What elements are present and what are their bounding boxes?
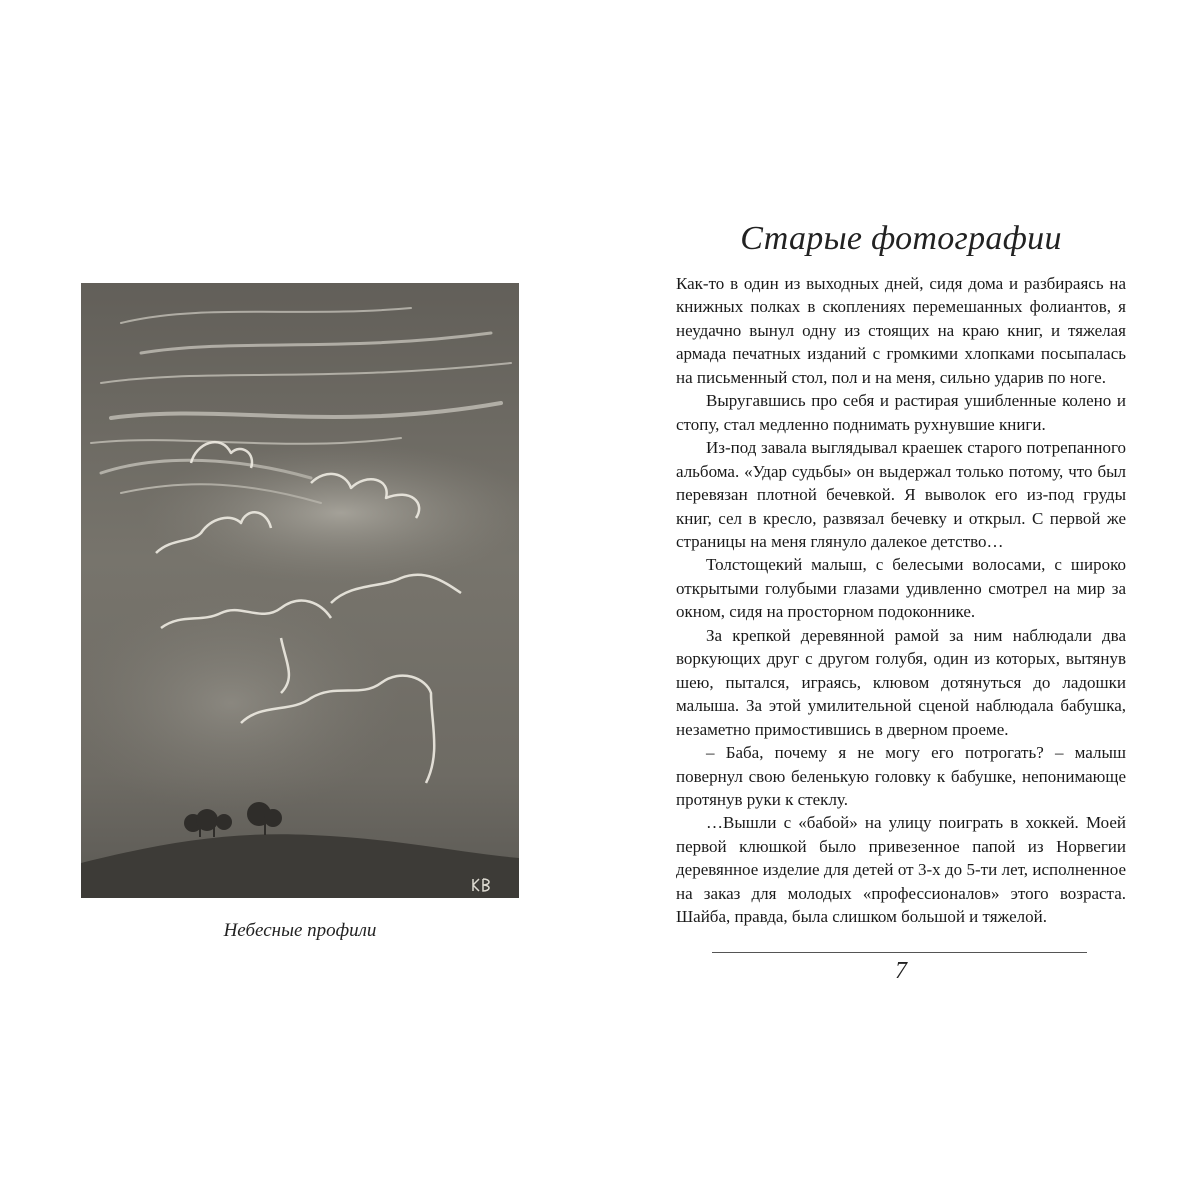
paragraph-3: Из-под завала выглядывал краешек старого потрепанного альбома. «Удар судьбы» он выдержал только потому, что был перевязан плотной бечевкой. Я выволок его из-под груды книг, сел в кресло, развязал бечевку и открыл. С первой же страницы на меня глянуло далекое детство… — [676, 438, 1126, 551]
paragraph-2: Выругавшись про себя и растирая ушибленные колено и стопу, стал медленно поднимать рухнувшие книги. — [676, 391, 1126, 434]
paragraph-4: Толстощекий малыш, с белесыми волосами, с широко открытыми голубыми глазами удивленно смотрел на мир за окном, сидя на просторном подоконнике. — [676, 555, 1126, 622]
illustration-sky-clouds — [81, 283, 519, 898]
illustration-caption: Небесные профили — [223, 920, 377, 941]
page-number: 7 — [895, 958, 907, 984]
paragraph-7: …Вышли с «бабой» на улицу поиграть в хоккей. Моей первой клюшкой было привезенное папой из Норвегии деревянное изделие для детей от 3-х до 5-ти лет, исполненное на заказ для молодых «профессионалов» этого возраста. Шайба, правда, была слишком большой и тяжелой. — [676, 813, 1126, 927]
paragraph-6: – Баба, почему я не могу его потрогать? – малыш повернул свою беленькую головку к бабушке, непонимающе протянув руки к стеклу. — [676, 743, 1126, 809]
chapter-title: Старые фотографии — [740, 220, 1062, 257]
footer-rule — [712, 952, 1087, 953]
body-text — [676, 272, 1126, 929]
cloud-drawing — [81, 283, 519, 898]
paragraph-5: За крепкой деревянной рамой за ним наблюдали два воркующих друг с другом голубя, один из которых, вытянув шею, пытался, играясь, клювом дотянуться до ладошки малыша. За этой умилительной сценой наблюдала бабушка, незаметно примостившись в дверном проеме. — [676, 625, 1126, 739]
paragraph-1: Как-то в один из выходных дней, сидя дома и разбираясь на книжных полках в скоплениях перемешанных фолиантов, я неудачно вынул одну из стоящих на краю книг, и тяжелая армада печатных изданий с громкими хлопками посыпалась на письменный стол, пол и на меня, сильно ударив по ноге. — [676, 274, 1126, 387]
